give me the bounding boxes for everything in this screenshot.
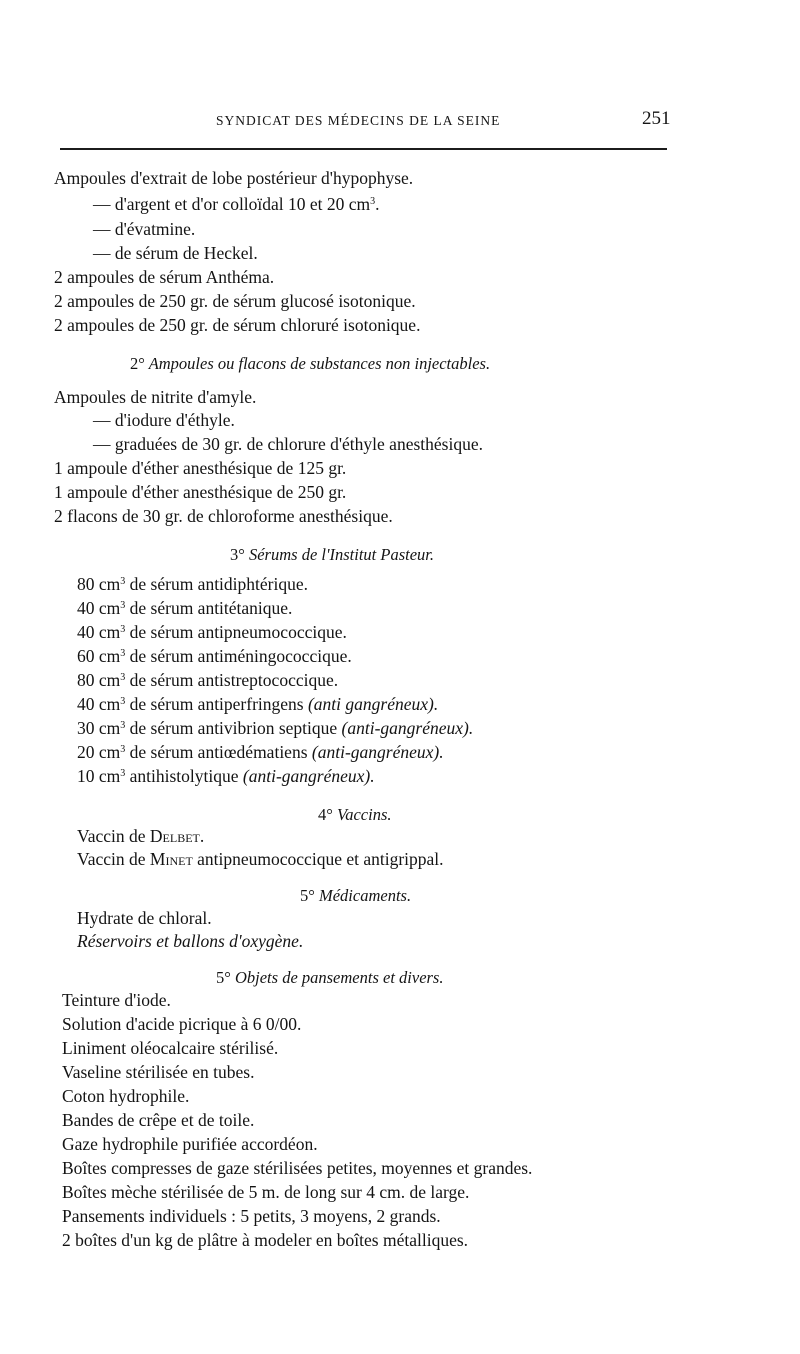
text-line: 2 ampoules de 250 gr. de sérum glucosé isotonique. [54,291,416,311]
serum-quantity: 80 [77,670,95,690]
serum-name: de sérum antipneumococcique. [129,622,347,642]
supply-line: Gaze hydrophile purifiée accordéon. [62,1134,318,1154]
serum-quantity: 20 [77,742,95,762]
text-line: — d'évatmine. [93,219,196,239]
serum-row [77,694,438,714]
serum-row [77,574,308,594]
supply-line: Solution d'acide picrique à 6 0/00. [62,1014,302,1034]
serum-unit-exponent: 3 [120,600,126,611]
serum-name: antihistolytique [129,766,239,786]
serum-row [77,598,292,618]
serum-quantity: 40 [77,598,95,618]
serum-unit: cm [98,718,121,738]
serum-quantity: 40 [77,694,95,714]
serum-unit-exponent: 3 [120,768,126,779]
text-line: — de sérum de Heckel. [93,243,258,263]
section-heading: 5° Objets de pansements et divers. [216,968,444,987]
section-heading: 5° Médicaments. [300,886,412,905]
supply-line: 2 boîtes d'un kg de plâtre à modeler en boîtes métalliques. [62,1230,469,1250]
supply-line: Bandes de crêpe et de toile. [62,1110,255,1130]
serum-quantity: 30 [77,718,95,738]
serum-row [77,622,347,642]
text-line: 1 ampoule d'éther anesthésique de 250 gr. [54,482,347,502]
text-line: — d'iodure d'éthyle. [93,410,235,430]
supply-line: Pansements individuels : 5 petits, 3 moyens, 2 grands. [62,1206,441,1226]
serum-unit: cm [98,742,121,762]
serum-row [77,718,473,738]
text-line: 2 ampoules de 250 gr. de sérum chloruré isotonique. [54,315,421,335]
serum-quantity: 40 [77,622,95,642]
supply-line: Boîtes compresses de gaze stérilisées petites, moyennes et grandes. [62,1158,533,1178]
serum-name: de sérum antiœdématiens [129,742,308,762]
serum-unit-exponent: 3 [120,696,126,707]
serum-unit-exponent: 3 [120,624,126,635]
text-line: Ampoules d'extrait de lobe postérieur d'hypophyse. [54,168,414,188]
serum-unit: cm [98,622,121,642]
text-line: Ampoules de nitrite d'amyle. [54,387,257,407]
text-line: 1 ampoule d'éther anesthésique de 125 gr. [54,458,347,478]
serum-row [77,766,375,786]
text-line: 2 flacons de 30 gr. de chloroforme anesthésique. [54,506,393,526]
serum-quantity: 60 [77,646,95,666]
serum-name: de sérum antiméningococcique. [129,646,352,666]
serum-unit: cm [98,670,121,690]
serum-note: (anti-gangréneux). [341,718,474,738]
serum-note: (anti gangréneux). [307,694,439,714]
section-heading: 4° Vaccins. [318,805,392,824]
serum-unit: cm [98,646,121,666]
serum-name: de sérum antidiphtérique. [129,574,308,594]
text-line: — graduées de 30 gr. de chlorure d'éthyle anesthésique. [93,434,483,454]
serum-note: (anti-gangréneux). [242,766,375,786]
text-line: Hydrate de chloral. [77,908,212,928]
text-line: — d'argent et d'or colloïdal 10 et 20 $cm^3$. [93,194,380,214]
serum-quantity: 80 [77,574,95,594]
header-rule [60,148,667,150]
serum-unit-exponent: 3 [120,648,126,659]
text-line: Réservoirs et ballons d'oxygène. [77,931,304,951]
text-line: Vaccin de Minet antipneumococcique et antigrippal. [77,849,444,869]
serum-name: de sérum antivibrion septique [129,718,338,738]
serum-unit-exponent: 3 [120,720,126,731]
serum-name: de sérum antitétanique. [129,598,293,618]
serum-unit: cm [98,694,121,714]
supply-line: Teinture d'iode. [62,990,171,1010]
supply-line: Vaseline stérilisée en tubes. [62,1062,255,1082]
serum-unit-exponent: 3 [120,672,126,683]
serum-name: de sérum antistreptococcique. [129,670,339,690]
serum-row [77,646,352,666]
text-line: 2 ampoules de sérum Anthéma. [54,267,275,287]
section-heading: 3° Sérums de l'Institut Pasteur. [230,545,435,564]
serum-unit-exponent: 3 [120,744,126,755]
supply-line: Coton hydrophile. [62,1086,190,1106]
serum-row [77,670,338,690]
serum-unit-exponent: 3 [120,576,126,587]
text-line: Vaccin de Delbet. [77,826,205,846]
serum-row [77,742,444,762]
supply-line: Liniment oléocalcaire stérilisé. [62,1038,279,1058]
serum-name: de sérum antiperfringens [129,694,304,714]
page-number: 251 [642,108,671,129]
serum-unit: cm [98,574,121,594]
serum-unit: cm [98,766,121,786]
serum-note: (anti-gangréneux). [311,742,444,762]
running-title: SYNDICAT DES MÉDECINS DE LA SEINE [216,113,501,128]
section-heading: 2° Ampoules ou flacons de substances non injectables. [130,354,491,373]
serum-quantity: 10 [77,766,95,786]
supply-line: Boîtes mèche stérilisée de 5 m. de long sur 4 cm. de large. [62,1182,470,1202]
serum-unit: cm [98,598,121,618]
